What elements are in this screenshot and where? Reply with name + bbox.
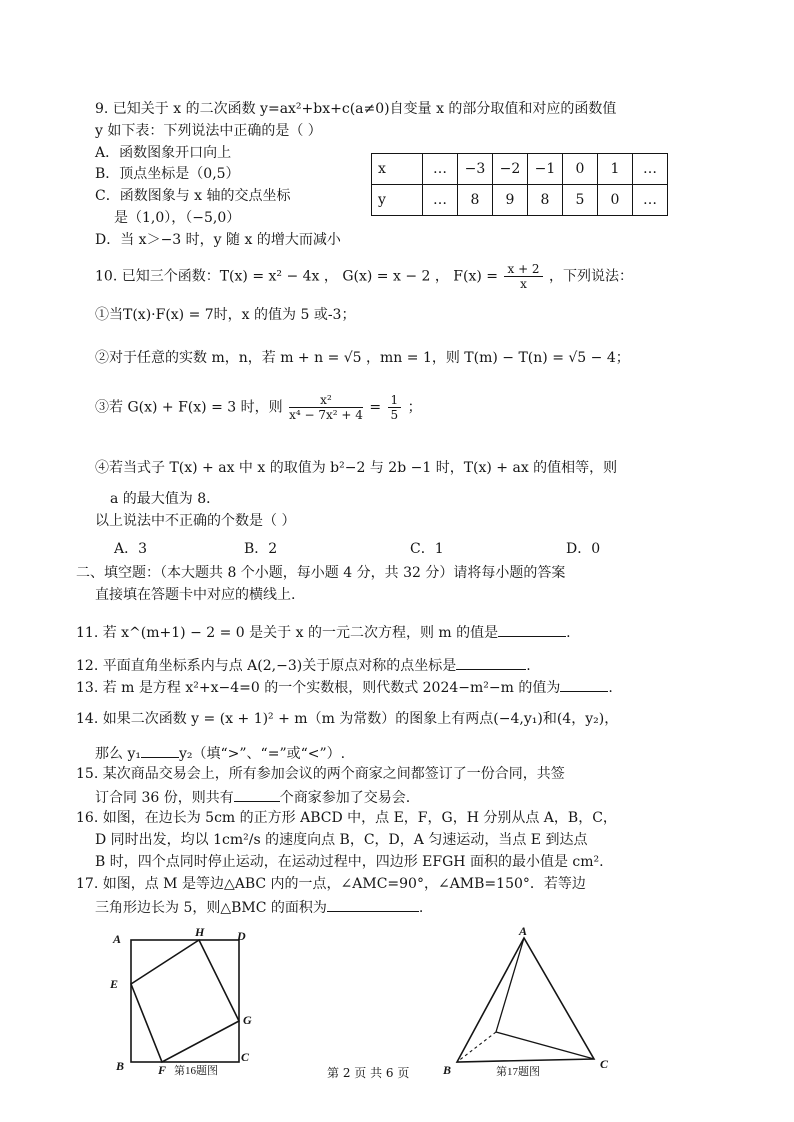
q10-option-d: D．0 (566, 541, 601, 557)
q10-option-b: B．2 (244, 541, 278, 557)
segments-am-mc (496, 938, 594, 1059)
answer-blank (327, 897, 419, 912)
answer-blank (141, 743, 179, 758)
figure-17-caption: 第17题图 (496, 1066, 540, 1078)
q10-option-c: C．1 (410, 541, 444, 557)
q9-option-a: A．函数图象开口向上 (95, 145, 232, 161)
figure-16-square (100, 920, 270, 1080)
q10-stem (95, 262, 633, 291)
q10-statement-3 (95, 393, 422, 422)
q11 (76, 622, 571, 642)
q14-text-b: y₂（填“>”、“=”或“<”）. (178, 746, 346, 762)
label-B: B (443, 1063, 452, 1077)
q9-option-c-line2: 是（1,0），（−5,0） (114, 210, 241, 226)
f-numerator: x + 2 (504, 262, 542, 277)
table-cell: −1 (528, 154, 563, 185)
table-cell: x (372, 154, 423, 185)
q10-statement-4-line1: ④若当式子 T(x) + ax 中 x 的取值为 b²−2 与 2b −1 时，T(x) + ax 的值相等，则 (95, 460, 618, 476)
table-cell: 9 (493, 185, 528, 216)
q10-statement-2: ②对于任意的实数 m，n，若 m + n = √5 ，mn = 1，则 T(m) − T(n) = √5 − 4； (95, 350, 630, 366)
table-cell: −3 (458, 154, 493, 185)
answer-blank (498, 622, 566, 637)
label-A: A (113, 932, 122, 946)
f-fraction (504, 262, 542, 291)
q13-end: . (608, 680, 613, 696)
page-footer: 第 2 页 共 6 页 (327, 1066, 410, 1080)
q9-stem-line2: y 如下表：下列说法中正确的是（ ） (95, 123, 322, 139)
table-cell: 8 (458, 185, 493, 216)
q14-line2 (95, 743, 345, 763)
s3-numerator: x² (289, 393, 363, 408)
q11-end: . (566, 625, 571, 641)
s3-result-numerator: 1 (388, 393, 402, 408)
q10-option-a: A．3 (114, 541, 148, 557)
q17-text: 三角形边长为 5，则△BMC 的面积为 (95, 900, 327, 916)
table-cell: −2 (493, 154, 528, 185)
table-cell: 0 (563, 154, 598, 185)
q10-statement-4-line2: a 的最大值为 8． (110, 491, 221, 507)
q9-option-d: D．当 x＞−3 时，y 随 x 的增大而减小 (95, 232, 341, 248)
table-row-y (372, 185, 668, 216)
triangle-abc (457, 938, 594, 1062)
q10-stem-text: 10. 已知三个函数：T(x) = x² − 4x ， G(x) = x − 2 ， F(x) = (95, 268, 499, 285)
label-B: B (116, 1059, 125, 1073)
table-cell: 5 (563, 185, 598, 216)
q10-question: 以上说法中不正确的个数是（ ） (95, 513, 296, 529)
figure-16-caption: 第16题图 (174, 1065, 218, 1077)
q13-text: 13. 若 m 是方程 x²+x−4=0 的一个实数根，则代数式 2024−m²−m 的值为 (76, 680, 561, 696)
s3-denominator: x⁴ − 7x² + 4 (289, 408, 363, 422)
q16-line2: D 同时出发，均以 1cm²/s 的速度向点 B，C，D，A 匀速运动，当点 E 到达点 (95, 832, 588, 848)
s3-equals: = (369, 399, 382, 416)
q13 (76, 677, 613, 697)
table-row-x (372, 154, 668, 185)
q16-line1: 16. 如图，在边长为 5cm 的正方形 ABCD 中，点 E，F，G，H 分别从点 A，B，C， (76, 810, 617, 826)
label-D: D (237, 929, 246, 943)
table-cell: … (423, 154, 458, 185)
q12-end: . (526, 658, 531, 674)
q12-text: 12. 平面直角坐标系内与点 A(2,−3)关于原点对称的点坐标是 (76, 658, 457, 674)
table-cell: y (372, 185, 423, 216)
table-cell: … (423, 185, 458, 216)
segment-bm (457, 1032, 496, 1062)
table-cell: 0 (598, 185, 633, 216)
q10-stem-end: ，下列说法： (549, 268, 634, 285)
answer-blank (456, 655, 526, 670)
q14-text-a: 那么 y₁ (95, 746, 141, 762)
q10-s3-text: ③若 G(x) + F(x) = 3 时，则 (95, 399, 283, 416)
q16-line3: B 时，四个点同时停止运动，在运动过程中，四边形 EFGH 面积的最小值是 cm². (95, 854, 604, 870)
label-G: G (243, 1013, 252, 1027)
q11-text: 11. 若 x^(m+1) − 2 = 0 是关于 x 的一元二次方程，则 m 的值是 (76, 625, 499, 641)
q17-line2 (95, 897, 423, 917)
q15-text-b: 个商家参加了交易会. (279, 790, 411, 806)
q15-line2 (95, 787, 410, 807)
quadrilateral-efgh (131, 940, 239, 1062)
table-cell: 8 (528, 185, 563, 216)
q14-line1: 14. 如果二次函数 y = (x + 1)² + m（m 为常数）的图象上有两点(−4,y₁)和(4，y₂)， (76, 711, 619, 727)
label-C: C (241, 1050, 250, 1064)
q12 (76, 655, 531, 675)
q17-end: . (418, 900, 424, 916)
q17-line1: 17. 如图，点 M 是等边△ABC 内的一点，∠AMC=90°，∠AMB=150°．若等边 (76, 876, 586, 892)
s3-result-denominator: 5 (390, 408, 399, 422)
label-E: E (110, 977, 119, 991)
answer-blank (560, 677, 608, 692)
q15-text-a: 订合同 36 份，则共有 (95, 790, 234, 806)
figure-17-triangle (440, 920, 620, 1080)
section2-heading-line2: 直接填在答题卡中对应的横线上. (95, 587, 296, 603)
q10-statement-1: ①当T(x)·F(x) = 7时，x 的值为 5 或-3； (95, 307, 356, 323)
q15-line1: 15. 某次商品交易会上，所有参加会议的两个商家之间都签订了一份合同，共签 (76, 766, 565, 782)
s3-result-fraction (388, 393, 402, 422)
table-cell: … (633, 154, 668, 185)
q9-option-b: B．顶点坐标是（0,5） (95, 166, 240, 182)
s3-fraction (289, 393, 363, 422)
s3-end: ； (407, 399, 422, 416)
table-cell: … (633, 185, 668, 216)
section2-heading-line1: 二、填空题：（本大题共 8 个小题，每小题 4 分，共 32 分）请将每小题的答案 (76, 565, 566, 581)
label-A: A (519, 924, 528, 938)
label-F: F (158, 1063, 167, 1077)
q9-option-c-line1: C．函数图象与 x 轴的交点坐标 (95, 188, 291, 204)
table-cell: 1 (598, 154, 633, 185)
q9-stem-line1: 9. 已知关于 x 的二次函数 y=ax²+bx+c(a≠0)自变量 x 的部分取值和对应的函数值 (95, 101, 617, 117)
function-value-table (371, 153, 668, 216)
answer-blank (234, 787, 280, 802)
f-denominator: x (520, 277, 527, 291)
label-C: C (600, 1057, 609, 1071)
label-H: H (195, 925, 205, 939)
square-abcd (131, 940, 239, 1062)
